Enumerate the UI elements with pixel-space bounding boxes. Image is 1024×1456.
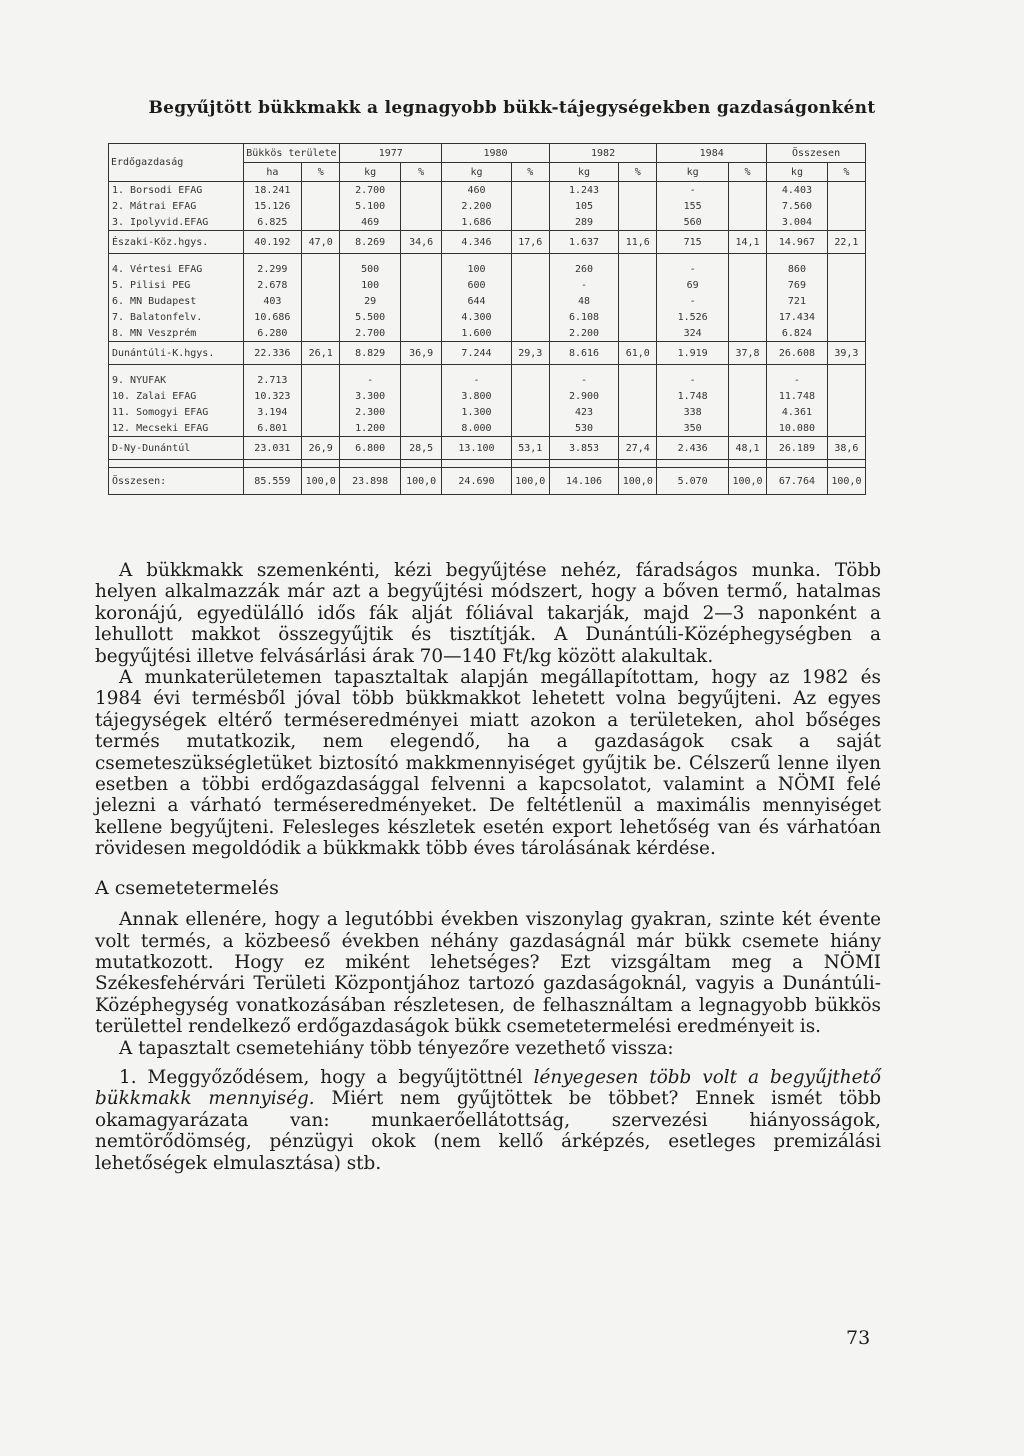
cell-area: 6.825 (243, 214, 302, 231)
cell-p77 (401, 198, 442, 214)
cell-p82 (619, 372, 657, 388)
table-row (109, 198, 866, 214)
table-row (109, 325, 866, 342)
cell-p1 (302, 182, 340, 199)
cell-k84: 338 (657, 404, 729, 420)
cell-k80: - (442, 372, 511, 388)
cell-k80: 1.686 (442, 214, 511, 231)
cell-p84 (728, 261, 766, 277)
cell-k80: 460 (442, 182, 511, 199)
table-row (109, 277, 866, 293)
cell-p82 (619, 325, 657, 342)
page-title: Begyűjtött bükkmakk a legnagyobb bükk-tájegységekben gazdaságonként (148, 98, 876, 118)
cell-k84: 69 (657, 277, 729, 293)
cell-k77: 500 (340, 261, 401, 277)
cell-pt (827, 198, 865, 214)
header-total: Összesen (767, 144, 866, 163)
cell-p1 (302, 325, 340, 342)
subheader-pct: % (302, 163, 340, 182)
table-row (109, 309, 866, 325)
cell-p77 (401, 372, 442, 388)
cell-p1 (302, 309, 340, 325)
cell-p1 (302, 277, 340, 293)
cell-k77: 2.700 (340, 182, 401, 199)
cell-name: 2. Mátrai EFAG (109, 198, 244, 214)
cell-pt: 22,1 (827, 231, 865, 254)
cell-p84 (728, 420, 766, 437)
cell-name: 11. Somogyi EFAG (109, 404, 244, 420)
cell-kt: 769 (767, 277, 828, 293)
header-year: 1984 (657, 144, 767, 163)
paragraph: A munkaterületemen tapasztaltak alapján megállapítottam, hogy az 1982 és 1984 évi termésből jóval több bükkmakkot lehetett volna begyűjteni. Az egyes tájegységek eltérő terméseredményei miatt azokon a területeken, ahol bőséges termés mutatkozik, nem elegendő, ha a gazdaságok csak a saját csemeteszükségletüket biztosító makkmennyiséget gyűjtik be. Célszerű lenne ilyen esetben a többi erdőgazdasággal felvenni a kapcsolatot, valamint a NÖMI felé jelezni a várható terméseredményeket. De feltétlenül a maximális mennyiséget kellene begyűjteni. Felesleges készletek esetén export lehetőség van és várhatóan rövidesen megoldódik a bükkmakk több éves tárolásának kérdése. (95, 667, 881, 860)
list-item-emphasis: lényegesen több volt a begyűjthető bükkmakk mennyiség. (95, 1066, 882, 1110)
header-year: 1980 (442, 144, 550, 163)
table-row (109, 437, 866, 460)
cell-p80: 100,0 (511, 468, 549, 495)
header-area: Bükkös területe (243, 144, 340, 163)
cell-k80: 4.300 (442, 309, 511, 325)
subheader-kg: kg (549, 163, 618, 182)
cell-area: 3.194 (243, 404, 302, 420)
cell-p80 (511, 277, 549, 293)
cell-pt (827, 325, 865, 342)
cell-k82: 2.200 (549, 325, 618, 342)
cell-area: 6.280 (243, 325, 302, 342)
cell-k80: 24.690 (442, 468, 511, 495)
cell-k82: - (549, 277, 618, 293)
cell-p82: 11,6 (619, 231, 657, 254)
cell-k80: 600 (442, 277, 511, 293)
cell-p77 (401, 293, 442, 309)
cell-p1 (302, 404, 340, 420)
cell-p82 (619, 198, 657, 214)
cell-pt (827, 214, 865, 231)
cell-k80: 8.000 (442, 420, 511, 437)
table-row (109, 404, 866, 420)
cell-p84: 48,1 (728, 437, 766, 460)
cell-p82: 100,0 (619, 468, 657, 495)
cell-k84: - (657, 261, 729, 277)
cell-k84: 155 (657, 198, 729, 214)
subheader-pct: % (619, 163, 657, 182)
cell-pt (827, 420, 865, 437)
cell-name: 7. Balatonfelv. (109, 309, 244, 325)
cell-k84: 1.748 (657, 388, 729, 404)
cell-k77: 5.500 (340, 309, 401, 325)
cell-k77: 6.800 (340, 437, 401, 460)
cell-p84 (728, 293, 766, 309)
cell-k82: 423 (549, 404, 618, 420)
cell-k82: 289 (549, 214, 618, 231)
cell-area: 2.713 (243, 372, 302, 388)
cell-kt: 6.824 (767, 325, 828, 342)
header-year: 1982 (549, 144, 657, 163)
cell-p77 (401, 214, 442, 231)
cell-area: 6.801 (243, 420, 302, 437)
cell-k84: 350 (657, 420, 729, 437)
cell-p82 (619, 388, 657, 404)
cell-p1: 26,1 (302, 342, 340, 365)
cell-p77 (401, 420, 442, 437)
cell-p77 (401, 182, 442, 199)
cell-k80: 2.200 (442, 198, 511, 214)
cell-k80: 1.600 (442, 325, 511, 342)
paragraph: A bükkmakk szemenkénti, kézi begyűjtése nehéz, fáradságos munka. Több helyen alkalmazzák már azt a begyűjtési módszert, hogy a bőven termő, hatalmas koronájú, egyedülálló idős fák alját fóliával takarják, majd 2—3 naponként a lehullott makkot összegyűjtik és tisztítják. A Dunántúli-Középhegységben a begyűjtési illetve felvásárlási árak 70—140 Ft/kg között alakultak. (95, 560, 881, 667)
cell-p84 (728, 198, 766, 214)
cell-area: 22.336 (243, 342, 302, 365)
cell-k84: 5.070 (657, 468, 729, 495)
cell-name: 12. Mecseki EFAG (109, 420, 244, 437)
cell-p77: 34,6 (401, 231, 442, 254)
cell-p1 (302, 214, 340, 231)
cell-p84: 100,0 (728, 468, 766, 495)
cell-p82 (619, 182, 657, 199)
cell-p1 (302, 293, 340, 309)
cell-area: 85.559 (243, 468, 302, 495)
cell-kt: 4.361 (767, 404, 828, 420)
cell-p77: 36,9 (401, 342, 442, 365)
cell-p77: 28,5 (401, 437, 442, 460)
cell-p84 (728, 325, 766, 342)
subheader-pct: % (728, 163, 766, 182)
body-text (95, 560, 881, 1174)
cell-kt: 860 (767, 261, 828, 277)
cell-p84 (728, 404, 766, 420)
cell-p84 (728, 277, 766, 293)
cell-p84 (728, 388, 766, 404)
cell-k84: 715 (657, 231, 729, 254)
cell-p80 (511, 404, 549, 420)
cell-kt: 3.004 (767, 214, 828, 231)
cell-k84: 1.526 (657, 309, 729, 325)
cell-k80: 7.244 (442, 342, 511, 365)
cell-p80: 17,6 (511, 231, 549, 254)
cell-p82 (619, 214, 657, 231)
cell-area: 18.241 (243, 182, 302, 199)
cell-p82 (619, 293, 657, 309)
cell-k84: 324 (657, 325, 729, 342)
cell-pt: 100,0 (827, 468, 865, 495)
cell-p80 (511, 420, 549, 437)
cell-k84: - (657, 293, 729, 309)
cell-p80: 29,3 (511, 342, 549, 365)
cell-k77: 8.269 (340, 231, 401, 254)
subheader-pct: % (827, 163, 865, 182)
cell-pt (827, 261, 865, 277)
table-row (109, 372, 866, 388)
cell-pt (827, 309, 865, 325)
cell-k77: 29 (340, 293, 401, 309)
subheader-ha: ha (243, 163, 302, 182)
cell-pt: 38,6 (827, 437, 865, 460)
cell-pt: 39,3 (827, 342, 865, 365)
cell-p77 (401, 325, 442, 342)
cell-k82: 1.243 (549, 182, 618, 199)
cell-pt (827, 388, 865, 404)
cell-name: Dunántúli-K.hgys. (109, 342, 244, 365)
cell-p1 (302, 372, 340, 388)
cell-k82: 3.853 (549, 437, 618, 460)
cell-kt: 4.403 (767, 182, 828, 199)
cell-area: 403 (243, 293, 302, 309)
cell-pt (827, 372, 865, 388)
cell-k84: - (657, 182, 729, 199)
subheader-kg: kg (442, 163, 511, 182)
cell-name: Összesen: (109, 468, 244, 495)
cell-kt: 7.560 (767, 198, 828, 214)
cell-area: 2.299 (243, 261, 302, 277)
cell-kt: 721 (767, 293, 828, 309)
cell-k80: 13.100 (442, 437, 511, 460)
cell-p77 (401, 261, 442, 277)
table-row (109, 182, 866, 199)
subheader-pct: % (511, 163, 549, 182)
cell-k77: 2.700 (340, 325, 401, 342)
subheader-pct: % (401, 163, 442, 182)
acorn-table (108, 143, 866, 495)
cell-p82 (619, 309, 657, 325)
table-row (109, 293, 866, 309)
cell-p84 (728, 372, 766, 388)
section-heading: A csemetetermelés (95, 876, 279, 899)
cell-k82: 6.108 (549, 309, 618, 325)
cell-p77 (401, 277, 442, 293)
cell-kt: 17.434 (767, 309, 828, 325)
cell-area: 23.031 (243, 437, 302, 460)
cell-p84 (728, 214, 766, 231)
table-row (109, 214, 866, 231)
subheader-kg: kg (657, 163, 729, 182)
page-number: 73 (846, 1327, 871, 1349)
cell-p80 (511, 309, 549, 325)
cell-p80 (511, 182, 549, 199)
cell-area: 2.678 (243, 277, 302, 293)
cell-name: 1. Borsodi EFAG (109, 182, 244, 199)
cell-k77: 100 (340, 277, 401, 293)
cell-p80 (511, 293, 549, 309)
cell-name: 6. MN Budapest (109, 293, 244, 309)
cell-kt: 67.764 (767, 468, 828, 495)
cell-k77: 8.829 (340, 342, 401, 365)
cell-k80: 4.346 (442, 231, 511, 254)
header-year: 1977 (340, 144, 442, 163)
cell-area: 40.192 (243, 231, 302, 254)
cell-k84: 560 (657, 214, 729, 231)
cell-p77 (401, 309, 442, 325)
table-row (109, 231, 866, 254)
cell-pt (827, 293, 865, 309)
cell-kt: 26.189 (767, 437, 828, 460)
cell-p82 (619, 261, 657, 277)
cell-k82: - (549, 372, 618, 388)
cell-k77: 1.200 (340, 420, 401, 437)
cell-k82: 1.637 (549, 231, 618, 254)
subheader-kg: kg (340, 163, 401, 182)
cell-k77: 469 (340, 214, 401, 231)
cell-name: 5. Pilisi PEG (109, 277, 244, 293)
cell-p77 (401, 404, 442, 420)
cell-p80 (511, 261, 549, 277)
cell-p1: 100,0 (302, 468, 340, 495)
cell-k82: 14.106 (549, 468, 618, 495)
cell-k82: 2.900 (549, 388, 618, 404)
cell-pt (827, 182, 865, 199)
cell-k80: 1.300 (442, 404, 511, 420)
cell-p80 (511, 388, 549, 404)
cell-kt: 11.748 (767, 388, 828, 404)
cell-k77: 3.300 (340, 388, 401, 404)
list-item-rest: Miért nem gyűjtöttek be többet? Ennek ismét több okamagyarázata van: munkaerőellátottság, szervezési hiányosságok, nemtörődömség, pénzügyi okok (nem kellő árképzés, esetleges premizálási lehetőségek elmulasztása) stb. (95, 1088, 882, 1174)
cell-k82: 260 (549, 261, 618, 277)
cell-k80: 3.800 (442, 388, 511, 404)
cell-k84: 2.436 (657, 437, 729, 460)
cell-p82: 61,0 (619, 342, 657, 365)
cell-k82: 530 (549, 420, 618, 437)
cell-p1 (302, 420, 340, 437)
cell-name: 4. Vértesi EFAG (109, 261, 244, 277)
cell-p82 (619, 420, 657, 437)
cell-p77: 100,0 (401, 468, 442, 495)
cell-area: 10.686 (243, 309, 302, 325)
list-item-lead: 1. Meggyőződésem, hogy a begyűjtöttnél (119, 1066, 534, 1088)
cell-p77 (401, 388, 442, 404)
cell-p84: 37,8 (728, 342, 766, 365)
cell-k77: 5.100 (340, 198, 401, 214)
cell-p82 (619, 404, 657, 420)
cell-area: 15.126 (243, 198, 302, 214)
cell-kt: 26.608 (767, 342, 828, 365)
cell-p82: 27,4 (619, 437, 657, 460)
cell-p84 (728, 182, 766, 199)
cell-k84: - (657, 372, 729, 388)
cell-k77: 23.898 (340, 468, 401, 495)
cell-pt (827, 277, 865, 293)
cell-k80: 644 (442, 293, 511, 309)
cell-name: 9. NYUFAK (109, 372, 244, 388)
cell-p1 (302, 198, 340, 214)
cell-name: 3. Ipolyvid.EFAG (109, 214, 244, 231)
cell-p84: 14,1 (728, 231, 766, 254)
table-row (109, 388, 866, 404)
cell-k80: 100 (442, 261, 511, 277)
list-item (95, 1067, 881, 1174)
cell-pt (827, 404, 865, 420)
cell-p80: 53,1 (511, 437, 549, 460)
cell-name: 10. Zalai EFAG (109, 388, 244, 404)
cell-p80 (511, 372, 549, 388)
table-row (109, 261, 866, 277)
paragraph: A tapasztalt csemetehiány több tényezőre vezethető vissza: (119, 1037, 674, 1059)
cell-area: 10.323 (243, 388, 302, 404)
table-row (109, 468, 866, 495)
cell-p1 (302, 388, 340, 404)
cell-k77: - (340, 372, 401, 388)
header-org: Erdőgazdaság (109, 144, 244, 182)
cell-p1: 26,9 (302, 437, 340, 460)
paragraph: Annak ellenére, hogy a legutóbbi években viszonylag gyakran, szinte két évente volt termés, a közbeeső években néhány gazdaságnál már bükk csemete hiány mutatkozott. Hogy ez miként lehetséges? Ezt vizsgáltam meg a NÖMI Székesfehérvári Területi Központjához tartozó gazdaságoknál, vagyis a Dunántúli-Középhegység vonatkozásában részletesen, de felhasználtam a legnagyobb bükkös területtel rendelkező erdőgazdaságok bükk csemetetermelési eredményeit is. (95, 909, 881, 1038)
cell-p82 (619, 277, 657, 293)
table-row (109, 342, 866, 365)
cell-kt: 10.080 (767, 420, 828, 437)
cell-name: 8. MN Veszprém (109, 325, 244, 342)
table-row (109, 420, 866, 437)
cell-kt: 14.967 (767, 231, 828, 254)
cell-k77: 2.300 (340, 404, 401, 420)
cell-k84: 1.919 (657, 342, 729, 365)
subheader-kg: kg (767, 163, 828, 182)
cell-p80 (511, 214, 549, 231)
cell-p84 (728, 309, 766, 325)
cell-p1 (302, 261, 340, 277)
cell-kt: - (767, 372, 828, 388)
cell-k82: 105 (549, 198, 618, 214)
cell-p80 (511, 325, 549, 342)
cell-p80 (511, 198, 549, 214)
cell-name: D-Ny-Dunántúl (109, 437, 244, 460)
cell-name: Északi-Köz.hgys. (109, 231, 244, 254)
cell-k82: 8.616 (549, 342, 618, 365)
cell-k82: 48 (549, 293, 618, 309)
cell-p1: 47,0 (302, 231, 340, 254)
